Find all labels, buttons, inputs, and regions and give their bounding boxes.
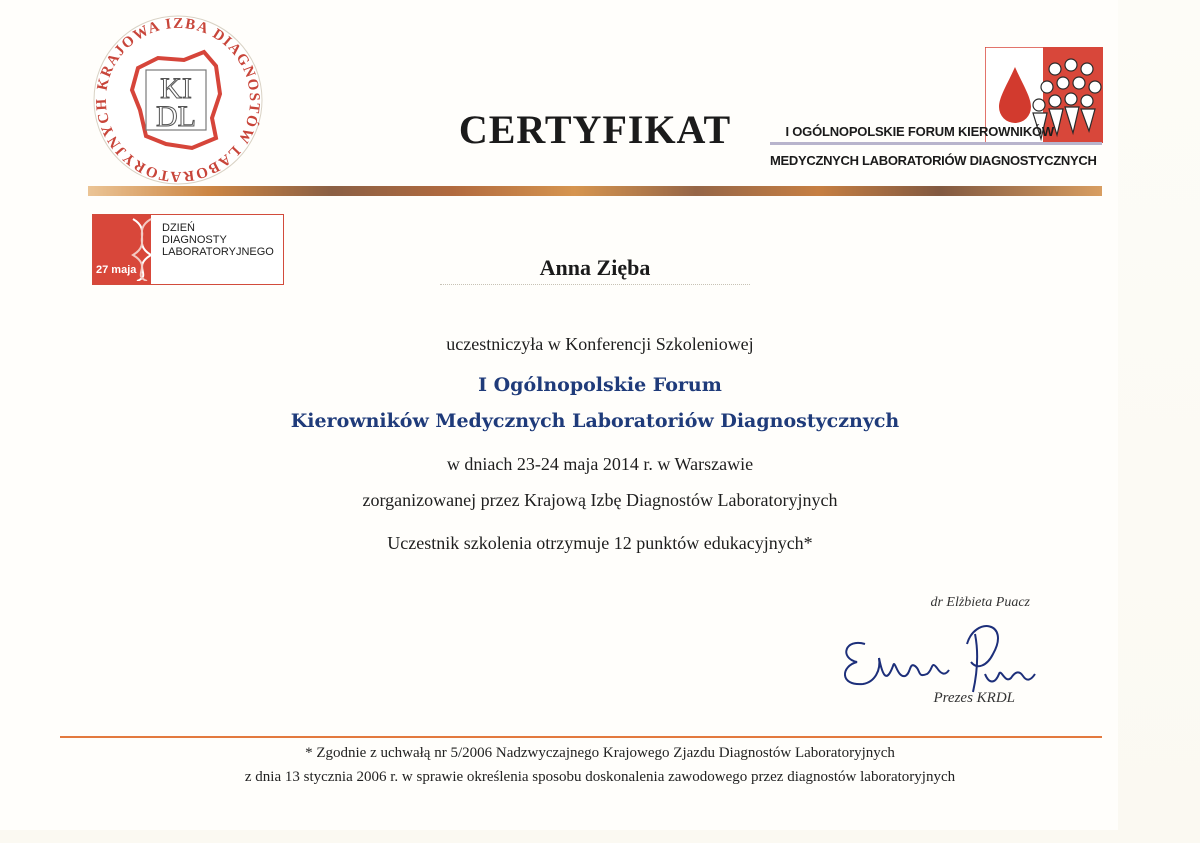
decorative-band	[88, 186, 1102, 196]
footer-divider	[60, 736, 1102, 738]
conference-dates: w dniach 23-24 maja 2014 r. w Warszawie	[446, 454, 754, 474]
forum-name-line2: MEDYCZNYCH LABORATORIÓW DIAGNOSTYCZNYCH	[770, 153, 1097, 168]
dna-helix-icon	[127, 217, 157, 281]
kidl-seal-logo	[88, 10, 268, 190]
seal-arc-text: KRAJOWA IZBA DIAGNOSTÓW LABORATORYJNYCH	[93, 15, 263, 185]
organizer-text: zorganizowanej przez Krajową Izbę Diagnostów Laboratoryjnych	[362, 490, 838, 510]
recipient-name: Anna Zięba	[539, 255, 651, 280]
footnote-line2: z dnia 13 stycznia 2006 r. w sprawie określenia sposobu doskonalenia zawodowego przez diagnostów laboratoryjnych	[244, 769, 956, 785]
badge-text-line: LABORATORYJNEGO	[162, 246, 274, 258]
badge-text	[162, 222, 274, 258]
participation-text: uczestniczyła w Konferencji Szkoleniowej	[446, 334, 754, 354]
certificate-title: CERTYFIKAT	[458, 107, 732, 152]
seal-monogram-bottom: DL	[156, 100, 196, 133]
lab-diagnostician-day-badge	[92, 214, 284, 285]
conference-name-line2: Kierowników Medycznych Laboratoriów Diagnostycznych	[290, 410, 900, 432]
badge-text-line: DIAGNOSTY	[162, 234, 227, 246]
badge-date: 27 maja	[96, 264, 137, 276]
education-points-text: Uczestnik szkolenia otrzymuje 12 punktów edukacyjnych*	[387, 533, 813, 553]
signatory-role: Prezes KRDL	[933, 690, 1015, 706]
recipient-underline	[440, 284, 750, 285]
forum-name-line1: I OGÓLNOPOLSKIE FORUM KIEROWNIKÓW	[785, 124, 1054, 139]
seal-monogram-top: KI	[160, 72, 192, 105]
badge-text-line: DZIEŃ	[162, 222, 195, 234]
footnote-line1: * Zgodnie z uchwałą nr 5/2006 Nadzwyczajnego Krajowego Zjazdu Diagnostów Laboratoryjnych	[305, 745, 895, 761]
signatory-name: dr Elżbieta Puacz	[930, 595, 1030, 610]
forum-divider	[770, 142, 1102, 145]
conference-name-line1: I Ogólnopolskie Forum	[478, 374, 722, 396]
